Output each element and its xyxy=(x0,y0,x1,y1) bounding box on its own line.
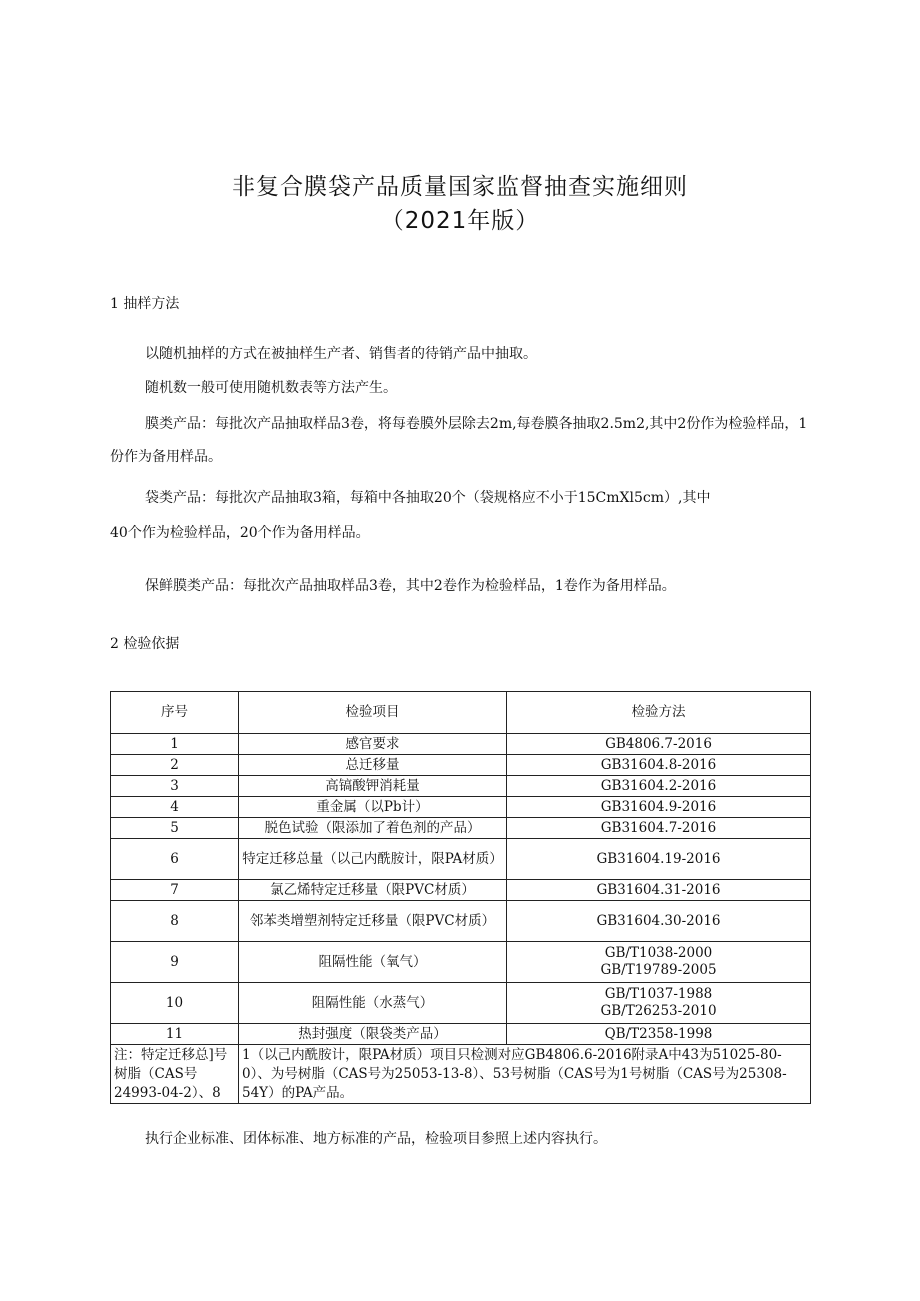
table-row xyxy=(111,901,811,942)
note-right: 1（以己内酰胺计，限PA材质）项目只检测对应GB4806.6-2016附录A中43为51025-80-0）、为号树脂（CAS号为25053-13-8）、53号树脂（CAS号为1号树脂（CAS号为25308-54Y）的PA产品。 xyxy=(239,1045,811,1104)
paragraph-film-products: 膜类产品：每批次产品抽取样品3卷，将每卷膜外层除去2m,每卷膜各抽取2.5m2,其中2份作为检验样品，1份作为备用样品。 xyxy=(110,416,808,465)
paragraph-cling-film-products: 保鲜膜类产品：每批次产品抽取样品3卷，其中2卷作为检验样品，1卷作为备用样品。 xyxy=(145,578,676,594)
row-method: GB31604.8-2016 xyxy=(507,755,811,776)
paragraph-bag-products-line1: 袋类产品：每批次产品抽取3箱，每箱中各抽取20个（袋规格应不小于15CmXl5cm）,其中 xyxy=(145,490,711,506)
header-method: 检验方法 xyxy=(507,692,811,734)
row-item: 阻隔性能（氧气） xyxy=(239,942,507,983)
row-item: 感官要求 xyxy=(239,734,507,755)
row-item: 氯乙烯特定迁移量（限PVC材质） xyxy=(239,880,507,901)
row-item: 脱色试验（限添加了着色剂的产品） xyxy=(239,818,507,839)
document-subtitle-year: （2021年版） xyxy=(380,208,540,234)
row-method: GB31604.19-2016 xyxy=(507,839,811,880)
row-method-secondary: GB/T26253-2010 xyxy=(600,1003,717,1019)
document-title: 非复合膜袋产品质量国家监督抽查实施细则 xyxy=(232,174,688,200)
row-method: GB4806.7-2016 xyxy=(507,734,811,755)
row-item: 高镐酸钾消耗量 xyxy=(239,776,507,797)
row-no: 4 xyxy=(111,797,239,818)
row-method: GB31604.30-2016 xyxy=(507,901,811,942)
row-no: 8 xyxy=(111,901,239,942)
paragraph-sampling-method: 以随机抽样的方式在被抽样生产者、销售者的待销产品中抽取。 xyxy=(145,346,537,362)
header-no: 序号 xyxy=(111,692,239,734)
inspection-table xyxy=(110,691,811,1104)
row-no: 5 xyxy=(111,818,239,839)
row-no: 10 xyxy=(111,983,239,1024)
table-row xyxy=(111,880,811,901)
table-row xyxy=(111,755,811,776)
paragraph-random-number: 随机数一般可使用随机数表等方法产生。 xyxy=(145,380,397,396)
table-row xyxy=(111,797,811,818)
row-no: 9 xyxy=(111,942,239,983)
row-method: GB/T1038-2000 xyxy=(604,945,713,961)
paragraph-bag-products-line2: 40个作为检验样品，20个作为备用样品。 xyxy=(110,525,370,541)
section-2-heading: 2 检验依据 xyxy=(110,636,180,652)
row-method: GB31604.9-2016 xyxy=(507,797,811,818)
table-row xyxy=(111,983,811,1024)
row-no: 2 xyxy=(111,755,239,776)
row-no: 6 xyxy=(111,839,239,880)
table-row xyxy=(111,839,811,880)
section-1-heading: 1 抽样方法 xyxy=(110,296,180,312)
header-item: 检验项目 xyxy=(239,692,507,734)
row-method: GB31604.2-2016 xyxy=(507,776,811,797)
row-no: 3 xyxy=(111,776,239,797)
row-method: GB31604.31-2016 xyxy=(507,880,811,901)
row-no: 1 xyxy=(111,734,239,755)
table-row xyxy=(111,1024,811,1045)
row-item: 总迁移量 xyxy=(239,755,507,776)
row-method-pair xyxy=(507,942,811,983)
row-item: 重金属（以Pb计） xyxy=(239,797,507,818)
table-row xyxy=(111,734,811,755)
row-item: 热封强度（限袋类产品） xyxy=(239,1024,507,1045)
row-item: 阻隔性能（水蒸气） xyxy=(239,983,507,1024)
row-method: GB/T1037-1988 xyxy=(604,986,713,1002)
row-method-pair xyxy=(507,983,811,1024)
row-no: 7 xyxy=(111,880,239,901)
note-left: 注：特定迁移总]号树脂（CAS号24993-04-2）、8 xyxy=(111,1045,239,1104)
table-row xyxy=(111,776,811,797)
row-item: 特定迁移总量（以己内酰胺计，限PA材质） xyxy=(239,839,507,880)
closing-paragraph: 执行企业标准、团体标准、地方标准的产品，检验项目参照上述内容执行。 xyxy=(145,1131,607,1147)
row-method-secondary: GB/T19789-2005 xyxy=(600,962,717,978)
table-row xyxy=(111,818,811,839)
table-row xyxy=(111,942,811,983)
row-method: QB/T2358-1998 xyxy=(507,1024,811,1045)
row-no: 11 xyxy=(111,1024,239,1045)
table-header-row xyxy=(111,692,811,734)
row-method: GB31604.7-2016 xyxy=(507,818,811,839)
row-item: 邻苯类增塑剂特定迁移量（限PVC材质） xyxy=(239,901,507,942)
table-note-row xyxy=(111,1045,811,1104)
